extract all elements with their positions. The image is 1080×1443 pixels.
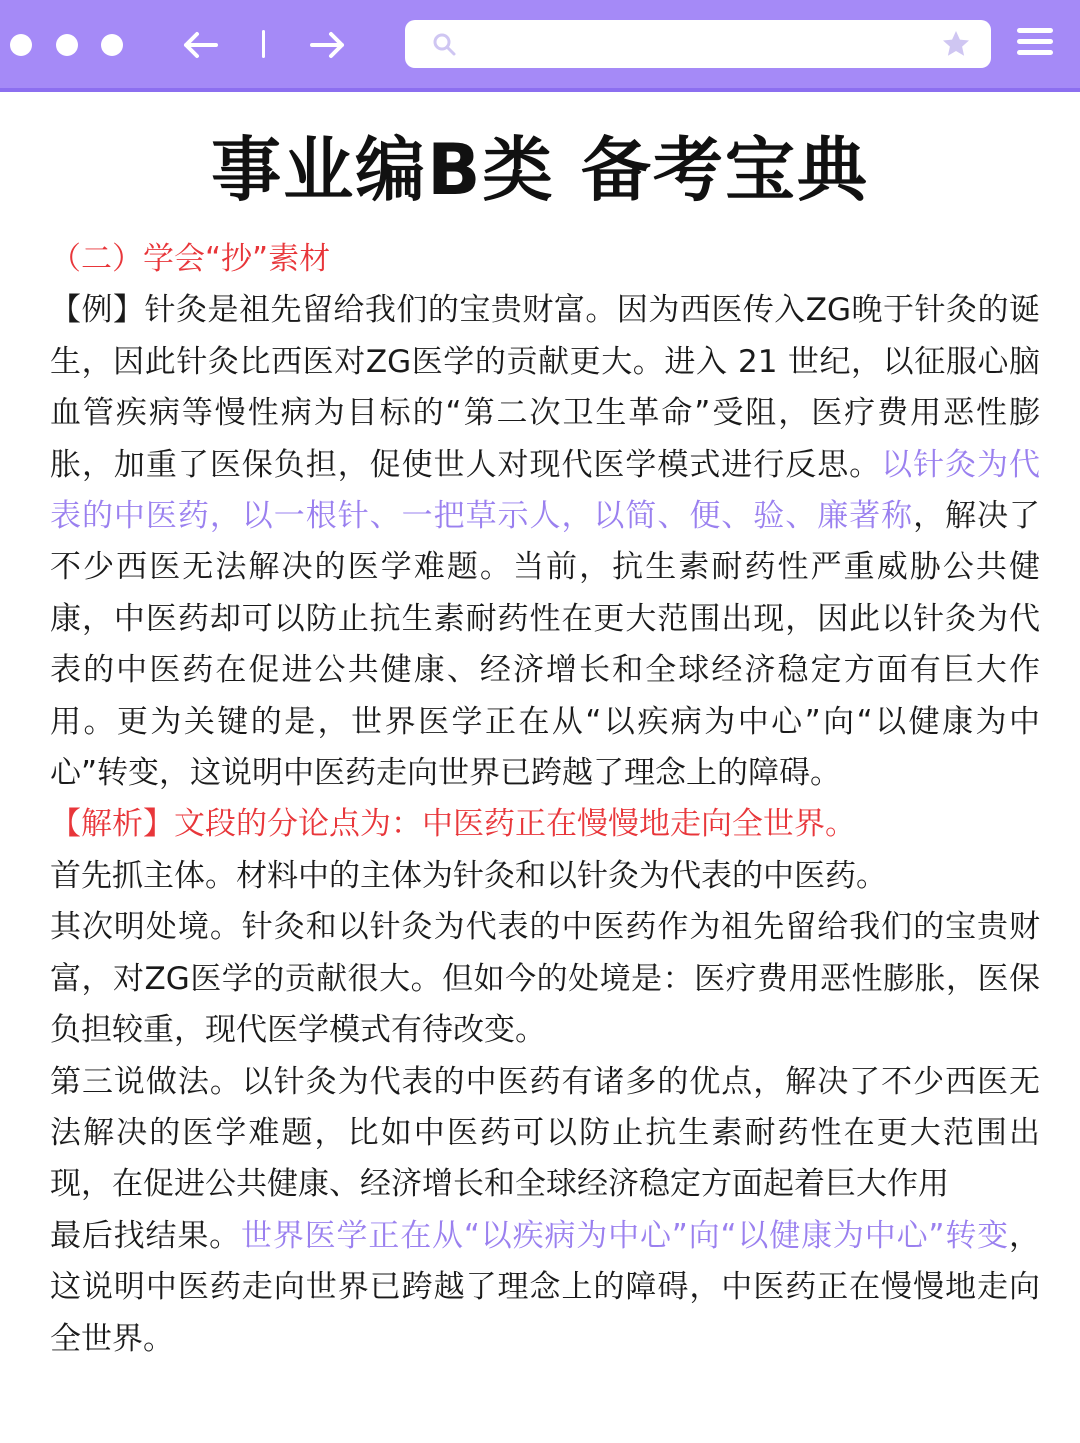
analysis-paragraph bbox=[50, 799, 1040, 850]
point-result-prefix: 最后找结果。 bbox=[50, 1217, 242, 1254]
example-highlight: 以针灸为代表的中医药，以一根针、一把草示人，以简、便、验、廉著称 bbox=[50, 446, 1041, 535]
window-dot-3 bbox=[101, 34, 123, 56]
example-paragraph bbox=[50, 285, 1040, 799]
nav-separator bbox=[262, 30, 265, 58]
section-heading: （二）学会“抄”素材 bbox=[50, 241, 331, 277]
example-label: 【例】 bbox=[50, 292, 145, 329]
analysis-label: 【解析】 bbox=[50, 806, 174, 843]
point-result-suffix: ，这说明中医药走向世界已跨越了理念上的障碍，中医药正在慢慢地走向全世界。 bbox=[50, 1217, 1040, 1357]
menu-icon[interactable] bbox=[1017, 28, 1053, 60]
point-situation: 其次明处境。针灸和以针灸为代表的中医药作为祖先留给我们的宝贵财富，对ZG医学的贡献很大。但如今的处境是：医疗费用恶性膨胀，医保负担较重，现代医学模式有待改变。 bbox=[50, 909, 1040, 1049]
search-icon bbox=[431, 31, 457, 57]
window-dot-2 bbox=[56, 34, 78, 56]
back-arrow-icon[interactable] bbox=[180, 26, 220, 64]
forward-arrow-icon[interactable] bbox=[308, 26, 348, 64]
browser-toolbar bbox=[0, 0, 1080, 92]
point-subject: 首先抓主体。材料中的主体为针灸和以针灸为代表的中医药。 bbox=[50, 857, 887, 894]
point-result-highlight: 世界医学正在从“以疾病为中心”向“以健康为中心”转变 bbox=[241, 1217, 1009, 1254]
star-icon[interactable] bbox=[941, 29, 971, 59]
page-title: 事业编B类 备考宝典 bbox=[211, 129, 869, 211]
article-body bbox=[50, 234, 1040, 1365]
example-text-2: ，解决了不少西医无法解决的医学难题。当前，抗生素耐药性严重威胁公共健康，中医药却可以防止抗生素耐药性在更大范围出现，因此以针灸为代表的中医药在促进公共健康、经济增长和全球经济稳定方面有巨大作用。更为关键的是，世界医学正在从“以疾病为中心”向“以健康为中心”转变，这说明中医药走向世界已跨越了理念上的障碍。 bbox=[50, 498, 1041, 792]
analysis-text: 文段的分论点为：中医药正在慢慢地走向全世界。 bbox=[174, 806, 856, 843]
window-dot-1 bbox=[10, 34, 32, 56]
point-method: 第三说做法。以针灸为代表的中医药有诸多的优点，解决了不少西医无法解决的医学难题，比如中医药可以防止抗生素耐药性在更大范围出现，在促进公共健康、经济增长和全球经济稳定方面起着巨大作用 bbox=[50, 1063, 1040, 1203]
point-result bbox=[50, 1211, 1040, 1365]
address-bar[interactable] bbox=[405, 20, 991, 68]
example-text-1: 针灸是祖先留给我们的宝贵财富。因为西医传入ZG晚于针灸的诞生，因此针灸比西医对ZG医学的贡献更大。进入 21 世纪，以征服心脑血管疾病等慢性病为目标的“第二次卫生革命”受阻，医疗费用恶性膨胀，加重了医保负担，促使世人对现代医学模式进行反思。 bbox=[50, 292, 1041, 483]
